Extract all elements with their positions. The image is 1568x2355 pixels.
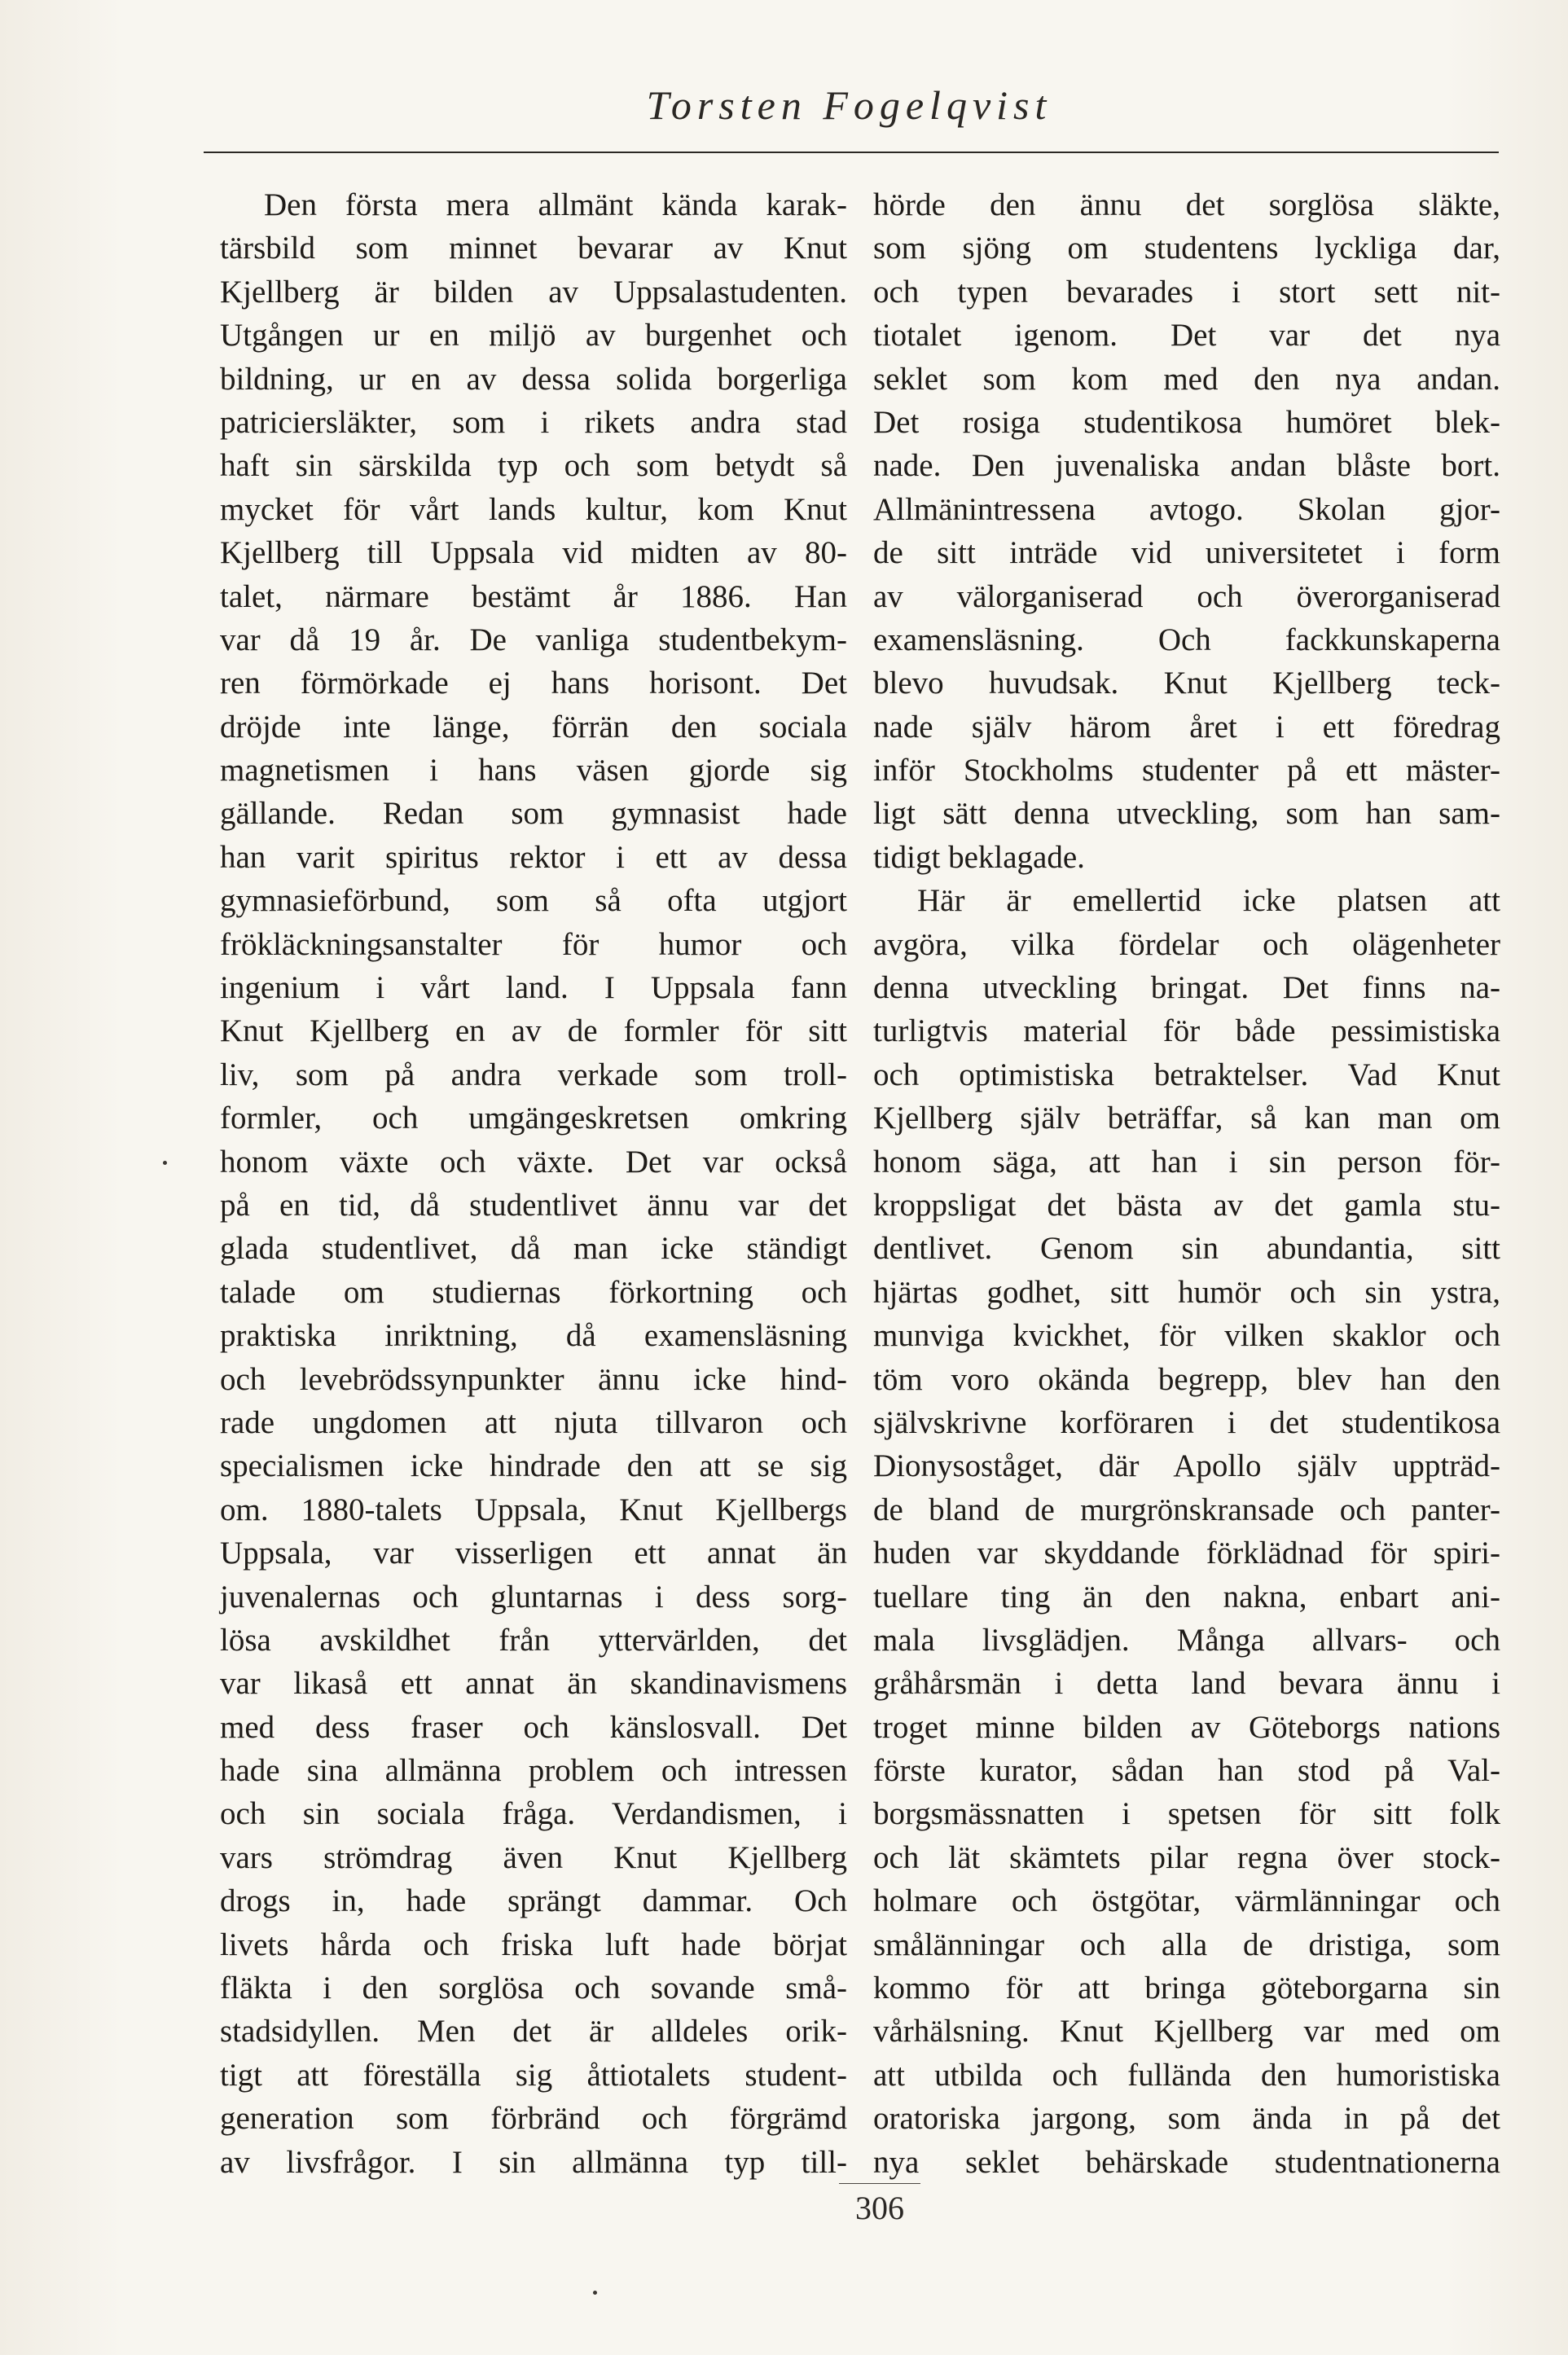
text-line: och optimistiska betraktelser. Vad Knut — [873, 1057, 1500, 1092]
text-line: lösa avskildhet från yttervärlden, det — [220, 1622, 847, 1658]
text-line: Kjellberg är bilden av Uppsalastudenten. — [220, 274, 847, 310]
text-line: mycket för vårt lands kultur, kom Knut — [220, 491, 847, 527]
text-line: förste kurator, sådan han stod på Val- — [873, 1753, 1500, 1789]
text-line: denna utveckling bringat. Det finns na- — [873, 970, 1500, 1006]
text-line: av välorganiserad och överorganiserad — [873, 578, 1500, 614]
text-line: praktiska inriktning, då examensläsning — [220, 1318, 847, 1354]
text-line: dröjde inte länge, förrän den sociala — [220, 709, 847, 745]
text-line: att utbilda och fullända den humoristiska — [873, 2057, 1500, 2093]
text-line: självskrivne korföraren i det studentikosa — [873, 1404, 1500, 1440]
text-line: gällande. Redan som gymnasist hade — [220, 796, 847, 832]
text-line: nade. Den juvenaliska andan blåste bort. — [873, 448, 1500, 484]
text-line: munviga kvickhet, för vilken skaklor och — [873, 1318, 1500, 1354]
text-line: Här är emellertid icke platsen att — [917, 883, 1500, 919]
text-line: gymnasieförbund, som så ofta utgjort — [220, 883, 847, 919]
text-line: fläkta i den sorglösa och sovande små- — [220, 1971, 847, 2006]
text-line: tigt att föreställa sig åttiotalets student- — [220, 2057, 847, 2093]
text-line: Kjellberg själv beträffar, så kan man om — [873, 1101, 1500, 1136]
text-line: huden var skyddande förklädnad för spiri- — [873, 1536, 1500, 1571]
text-line: seklet som kom med den nya andan. — [873, 361, 1500, 397]
text-line: nade själv härom året i ett föredrag — [873, 709, 1500, 745]
text-line: frökläckningsanstalter för humor och — [220, 926, 847, 962]
running-head-title: Torsten Fogelqvist — [646, 82, 1052, 128]
text-line: och sin sociala fråga. Verdandismen, i — [220, 1796, 847, 1832]
text-line: vars strömdrag även Knut Kjellberg — [220, 1839, 847, 1875]
text-line: som sjöng om studentens lyckliga dar, — [873, 231, 1500, 266]
text-line: av livsfrågor. I sin allmänna typ till- — [220, 2144, 847, 2180]
text-line: livets hårda och friska luft hade börjat — [220, 1927, 847, 1962]
text-line: holmare och östgötar, värmlänningar och — [873, 1883, 1500, 1919]
text-line: med dess fraser och känslosvall. Det — [220, 1709, 847, 1745]
text-line: var likaså ett annat än skandinavismens — [220, 1666, 847, 1702]
text-line: troget minne bilden av Göteborgs nations — [873, 1709, 1500, 1745]
text-line: tidigt beklagade. — [873, 839, 1085, 875]
text-line: turligtvis material för både pessimistiska — [873, 1013, 1500, 1049]
text-line: vårhälsning. Knut Kjellberg var med om — [873, 2014, 1500, 2050]
text-line: Allmänintressena avtogo. Skolan gjor- — [873, 491, 1500, 527]
text-line: dentlivet. Genom sin abundantia, sitt — [873, 1231, 1500, 1267]
text-line: drogs in, hade sprängt dammar. Och — [220, 1883, 847, 1919]
text-line: Knut Kjellberg en av de formler för sitt — [220, 1013, 847, 1049]
text-line: oratoriska jargong, som ända in på det — [873, 2101, 1500, 2137]
text-line: avgöra, vilka fördelar och olägenheter — [873, 926, 1500, 962]
text-line: Det rosiga studentikosa humöret blek- — [873, 404, 1500, 440]
text-line: han varit spiritus rektor i ett av dessa — [220, 839, 847, 875]
text-line: specialismen icke hindrade den att se sig — [220, 1448, 847, 1484]
text-line: honom växte och växte. Det var också — [220, 1144, 847, 1180]
text-line: om. 1880-talets Uppsala, Knut Kjellbergs — [220, 1492, 847, 1527]
text-line: Den första mera allmänt kända karak- — [264, 187, 847, 222]
left-text-column — [220, 183, 847, 2184]
print-speck — [593, 2291, 597, 2295]
text-line: haft sin särskilda typ och som betydt så — [220, 448, 847, 484]
page-number: 306 — [839, 2183, 920, 2227]
text-line: och lät skämtets pilar regna över stock- — [873, 1839, 1500, 1875]
print-speck — [163, 1161, 167, 1165]
text-line: bildning, ur en av dessa solida borgerliga — [220, 361, 847, 397]
text-line: smålänningar och alla de dristiga, som — [873, 1927, 1500, 1962]
text-line: juvenalernas och gluntarnas i dess sorg- — [220, 1579, 847, 1615]
header-rule — [204, 152, 1499, 153]
text-line: hade sina allmänna problem och intressen — [220, 1753, 847, 1789]
text-line: blevo huvudsak. Knut Kjellberg teck- — [873, 666, 1500, 701]
text-line: formler, och umgängeskretsen omkring — [220, 1101, 847, 1136]
text-line: ingenium i vårt land. I Uppsala fann — [220, 970, 847, 1006]
text-line: glada studentlivet, då man icke ständigt — [220, 1231, 847, 1267]
text-line: de sitt inträde vid universitetet i form — [873, 535, 1500, 571]
text-line: ren förmörkade ej hans horisont. Det — [220, 666, 847, 701]
text-line: mala livsglädjen. Många allvars- och — [873, 1622, 1500, 1658]
text-line: honom säga, att han i sin person för- — [873, 1144, 1500, 1180]
text-line: inför Stockholms studenter på ett mäster- — [873, 753, 1500, 789]
text-line: tuellare ting än den nakna, enbart ani- — [873, 1579, 1500, 1615]
text-line: Uppsala, var visserligen ett annat än — [220, 1536, 847, 1571]
text-line: examensläsning. Och fackkunskaperna — [873, 622, 1500, 657]
text-line: på en tid, då studentlivet ännu var det — [220, 1187, 847, 1223]
text-line: Utgången ur en miljö av burgenhet och — [220, 318, 847, 354]
text-line: Kjellberg till Uppsala vid midten av 80- — [220, 535, 847, 571]
text-line: tiotalet igenom. Det var det nya — [873, 318, 1500, 354]
text-line: Dionysoståget, där Apollo själv uppträd- — [873, 1448, 1500, 1484]
text-line: gråhårsmän i detta land bevara ännu i — [873, 1666, 1500, 1702]
text-line: kommo för att bringa göteborgarna sin — [873, 1971, 1500, 2006]
text-line: rade ungdomen att njuta tillvaron och — [220, 1404, 847, 1440]
text-line: och levebrödssynpunkter ännu icke hind- — [220, 1361, 847, 1397]
text-line: stadsidyllen. Men det är alldeles orik- — [220, 2014, 847, 2050]
text-line: nya seklet behärskade studentnationerna — [873, 2144, 1500, 2180]
text-line: borgsmässnatten i spetsen för sitt folk — [873, 1796, 1500, 1832]
text-line: magnetismen i hans väsen gjorde sig — [220, 753, 847, 789]
text-line: ligt sätt denna utveckling, som han sam- — [873, 796, 1500, 832]
text-line: hjärtas godhet, sitt humör och sin ystra, — [873, 1274, 1500, 1310]
text-line: liv, som på andra verkade som troll- — [220, 1057, 847, 1092]
text-line: generation som förbränd och förgrämd — [220, 2101, 847, 2137]
text-line: talet, närmare bestämt år 1886. Han — [220, 578, 847, 614]
text-line: och typen bevarades i stort sett nit- — [873, 274, 1500, 310]
text-line: var då 19 år. De vanliga studentbekym- — [220, 622, 847, 657]
right-text-column — [873, 183, 1500, 2184]
text-line: kroppsligat det bästa av det gamla stu- — [873, 1187, 1500, 1223]
text-line: töm voro okända begrepp, blev han den — [873, 1361, 1500, 1397]
text-line: tärsbild som minnet bevarar av Knut — [220, 231, 847, 266]
text-line: talade om studiernas förkortning och — [220, 1274, 847, 1310]
text-line: de bland de murgrönskransade och panter- — [873, 1492, 1500, 1527]
text-line: hörde den ännu det sorglösa släkte, — [873, 187, 1500, 222]
text-line: patriciersläkter, som i rikets andra stad — [220, 404, 847, 440]
